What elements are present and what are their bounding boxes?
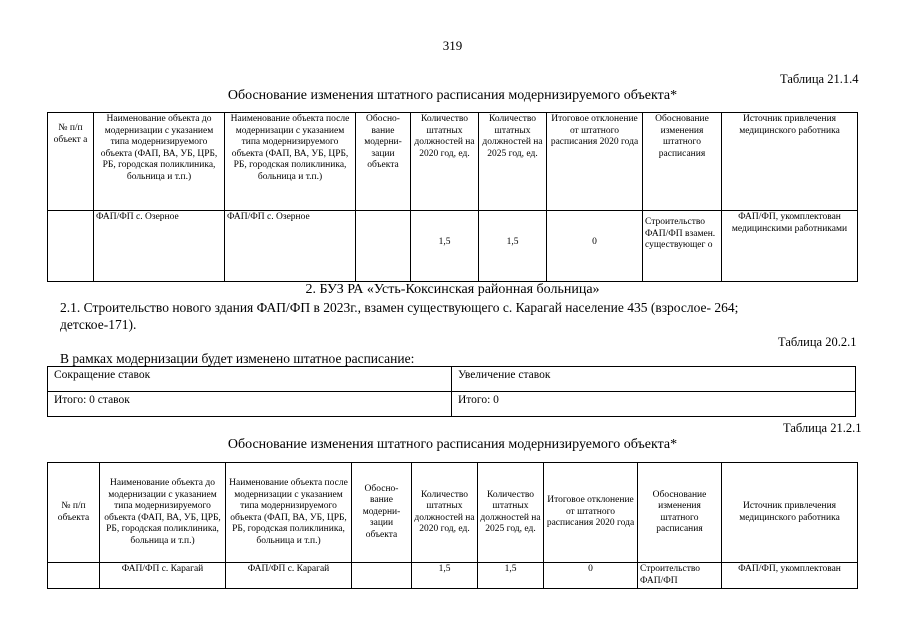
object-before: ФАП/ФП с. Озерное (94, 211, 225, 282)
reason (352, 563, 412, 589)
table-label-20-2-1: Таблица 20.2.1 (778, 335, 857, 349)
col-reduce: Сокращение ставок (48, 367, 452, 392)
total-reduce: Итого: 0 ставок (48, 392, 452, 417)
item-text-line-2: детское-171). (60, 317, 137, 332)
header-cell: № п/п объекта (48, 463, 100, 563)
table-header-row (48, 113, 858, 211)
staffing-table-1 (47, 112, 858, 282)
header-cell: Обоснование изменения штатного расписания (643, 113, 722, 211)
header-cell: Обосно-вание модерни-зации объекта (352, 463, 412, 563)
header-cell: Обосно-вание модерни-зации объекта (356, 113, 411, 211)
object-before: ФАП/ФП с. Карагай (100, 563, 226, 589)
org-heading: 2. БУЗ РА «Усть-Коксинская районная больница» (305, 282, 600, 297)
header-cell: Количество штатных должностей на 2025 год, ед. (479, 113, 547, 211)
source: ФАП/ФП, укомплектован медицинскими работниками (722, 211, 858, 282)
justification: Строительство ФАП/ФП взамен. существующег о (643, 211, 722, 282)
header-cell: № п/п объект а (48, 113, 94, 211)
object-after: ФАП/ФП с. Карагай (226, 563, 352, 589)
object-after: ФАП/ФП с. Озерное (225, 211, 356, 282)
row-num (48, 211, 94, 282)
header-cell: Итоговое отклонение от штатного расписания 2020 года (547, 113, 643, 211)
header-cell: Итоговое отклонение от штатного расписания 2020 года (544, 463, 638, 563)
header-cell: Количество штатных должностей на 2025 год, ед. (478, 463, 544, 563)
page-number: 319 (442, 38, 463, 53)
header-cell: Наименование объекта до модернизации с указанием типа модернизируемого объекта (ФАП, ВА, УБ, ЦРБ, РБ, городская поликлиника, больница и т.п.) (100, 463, 226, 563)
col-increase: Увеличение ставок (452, 367, 856, 392)
table-row (48, 211, 858, 282)
staffing-table-3 (47, 462, 858, 589)
table-header-row (48, 463, 858, 563)
header-cell: Количество штатных должностей на 2020 год, ед. (411, 113, 479, 211)
table-label-21-2-1: Таблица 21.2.1 (783, 421, 862, 435)
table-label-21-1-4: Таблица 21.1.4 (780, 72, 859, 86)
row-num (48, 563, 100, 589)
item-text-line-1: 2.1. Строительство нового здания ФАП/ФП в 2023г., взамен существующего с. Карагай население 435 (взрослое- 264; (60, 300, 739, 315)
justification: Строительство ФАП/ФП (638, 563, 722, 589)
total-increase: Итого: 0 (452, 392, 856, 417)
count-2020: 1,5 (411, 211, 479, 282)
header-cell: Обоснование изменения штатного расписания (638, 463, 722, 563)
reason (356, 211, 411, 282)
count-2025: 1,5 (479, 211, 547, 282)
source: ФАП/ФП, укомплектован (722, 563, 858, 589)
deviation: 0 (547, 211, 643, 282)
header-cell: Источник привлечения медицинского работника (722, 113, 858, 211)
header-cell: Наименование объекта после модернизации с указанием типа модернизируемого объекта (ФАП, ВА, УБ, ЦРБ, РБ, городская поликлиника, больница и т.п.) (225, 113, 356, 211)
deviation: 0 (544, 563, 638, 589)
header-cell: Количество штатных должностей на 2020 год, ед. (412, 463, 478, 563)
table-title-3: Обоснование изменения штатного расписания модернизируемого объекта* (227, 437, 678, 452)
header-cell: Наименование объекта до модернизации с указанием типа модернизируемого объекта (ФАП, ВА, УБ, ЦРБ, РБ, городская поликлиника, больница и т.п.) (94, 113, 225, 211)
header-cell: Источник привлечения медицинского работника (722, 463, 858, 563)
staffing-change-table (47, 366, 856, 417)
count-2020: 1,5 (412, 563, 478, 589)
header-cell: Наименование объекта после модернизации с указанием типа модернизируемого объекта (ФАП, ВА, УБ, ЦРБ, РБ, городская поликлиника, больница и т.п.) (226, 463, 352, 563)
count-2025: 1,5 (478, 563, 544, 589)
staffing-intro: В рамках модернизации будет изменено штатное расписание: (60, 351, 415, 366)
table-row (48, 563, 858, 589)
table-title-1: Обоснование изменения штатного расписания модернизируемого объекта* (227, 88, 678, 103)
